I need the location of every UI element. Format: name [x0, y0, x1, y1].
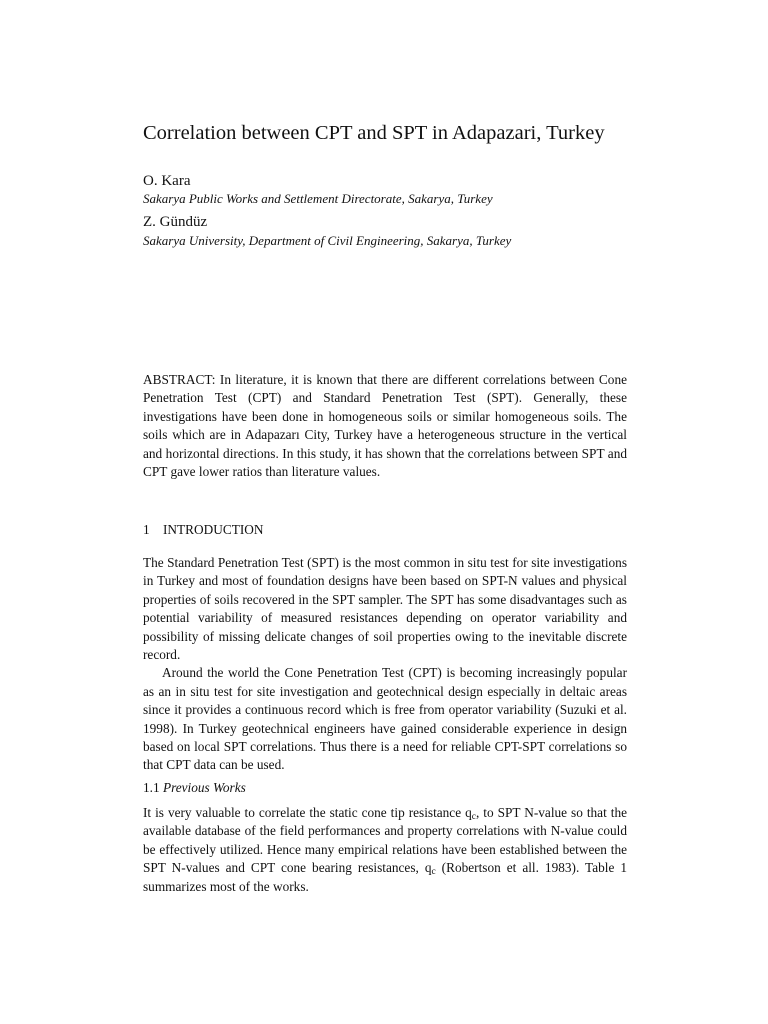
subsection-title: Previous Works	[162, 780, 246, 795]
subsection-number: 1.1	[143, 780, 160, 795]
previous-works-body	[143, 804, 627, 896]
author-affiliation-1: Sakarya Public Works and Settlement Directorate, Sakarya, Turkey	[143, 191, 493, 206]
author-name-2: Z. Gündüz	[143, 214, 208, 230]
author-affiliation-2: Sakarya University, Department of Civil Engineering, Sakarya, Turkey	[143, 233, 512, 248]
text-run: , to SPT N-value so that the available database of the field performances and property correlations with N-value could be effectively utilized. Hence many empirical relations have been established between the SPT N-values and CPT cone bearing resistances, q	[143, 805, 627, 876]
section-heading-introduction	[143, 521, 627, 539]
abstract	[143, 371, 627, 481]
text-run: (Robertson et all. 1983). Table 1 summarizes most of the works.	[143, 860, 628, 894]
section-title: INTRODUCTION	[163, 522, 264, 537]
paragraph	[143, 804, 627, 896]
paragraph: Around the world the Cone Penetration Test (CPT) is becoming increasingly popular as an in situ test for site investigation and geotechnical design especially in deltaic areas since it provides a continuous record which is free from operator variability (Suzuki et al. 1998). In Turkey geotechnical engineers have gained considerable experience in design based on local SPT correlations. Thus there is a need for reliable CPT-SPT correlations so that CPT data can be used.	[143, 665, 627, 773]
subscript: c	[431, 867, 436, 878]
introduction-body	[143, 554, 627, 775]
subscript: c	[471, 812, 476, 822]
subsection-heading-previous-works	[143, 779, 627, 797]
paragraph: The Standard Penetration Test (SPT) is the most common in situ test for site investigations in Turkey and most of foundation designs have been based on SPT-N values and physical properties of soils recovered in the SPT sampler. The SPT has some disadvantages such as potential variability of measured resistances depending on operator variability and possibility of missing delicate changes of soil properties owing to the inevitable discrete record.	[143, 555, 627, 663]
paper-title: Correlation between CPT and SPT in Adapazari, Turkey	[143, 122, 605, 144]
abstract-text: ABSTRACT: In literature, it is known that there are different correlations between Cone Penetration Test (CPT) and Standard Penetration Test (SPT). Generally, these investigations have been done in homogeneous soils or similar homogeneous soils. The soils which are in Adapazarı City, Turkey have a heterogeneous structure in the vertical and horizontal directions. In this study, it has shown that the correlations between SPT and CPT gave lower ratios than literature values.	[143, 372, 627, 480]
author-name-1: O. Kara	[143, 173, 191, 189]
section-number: 1	[143, 522, 150, 537]
text-run: It is very valuable to correlate the static cone tip resistance q	[143, 805, 472, 820]
